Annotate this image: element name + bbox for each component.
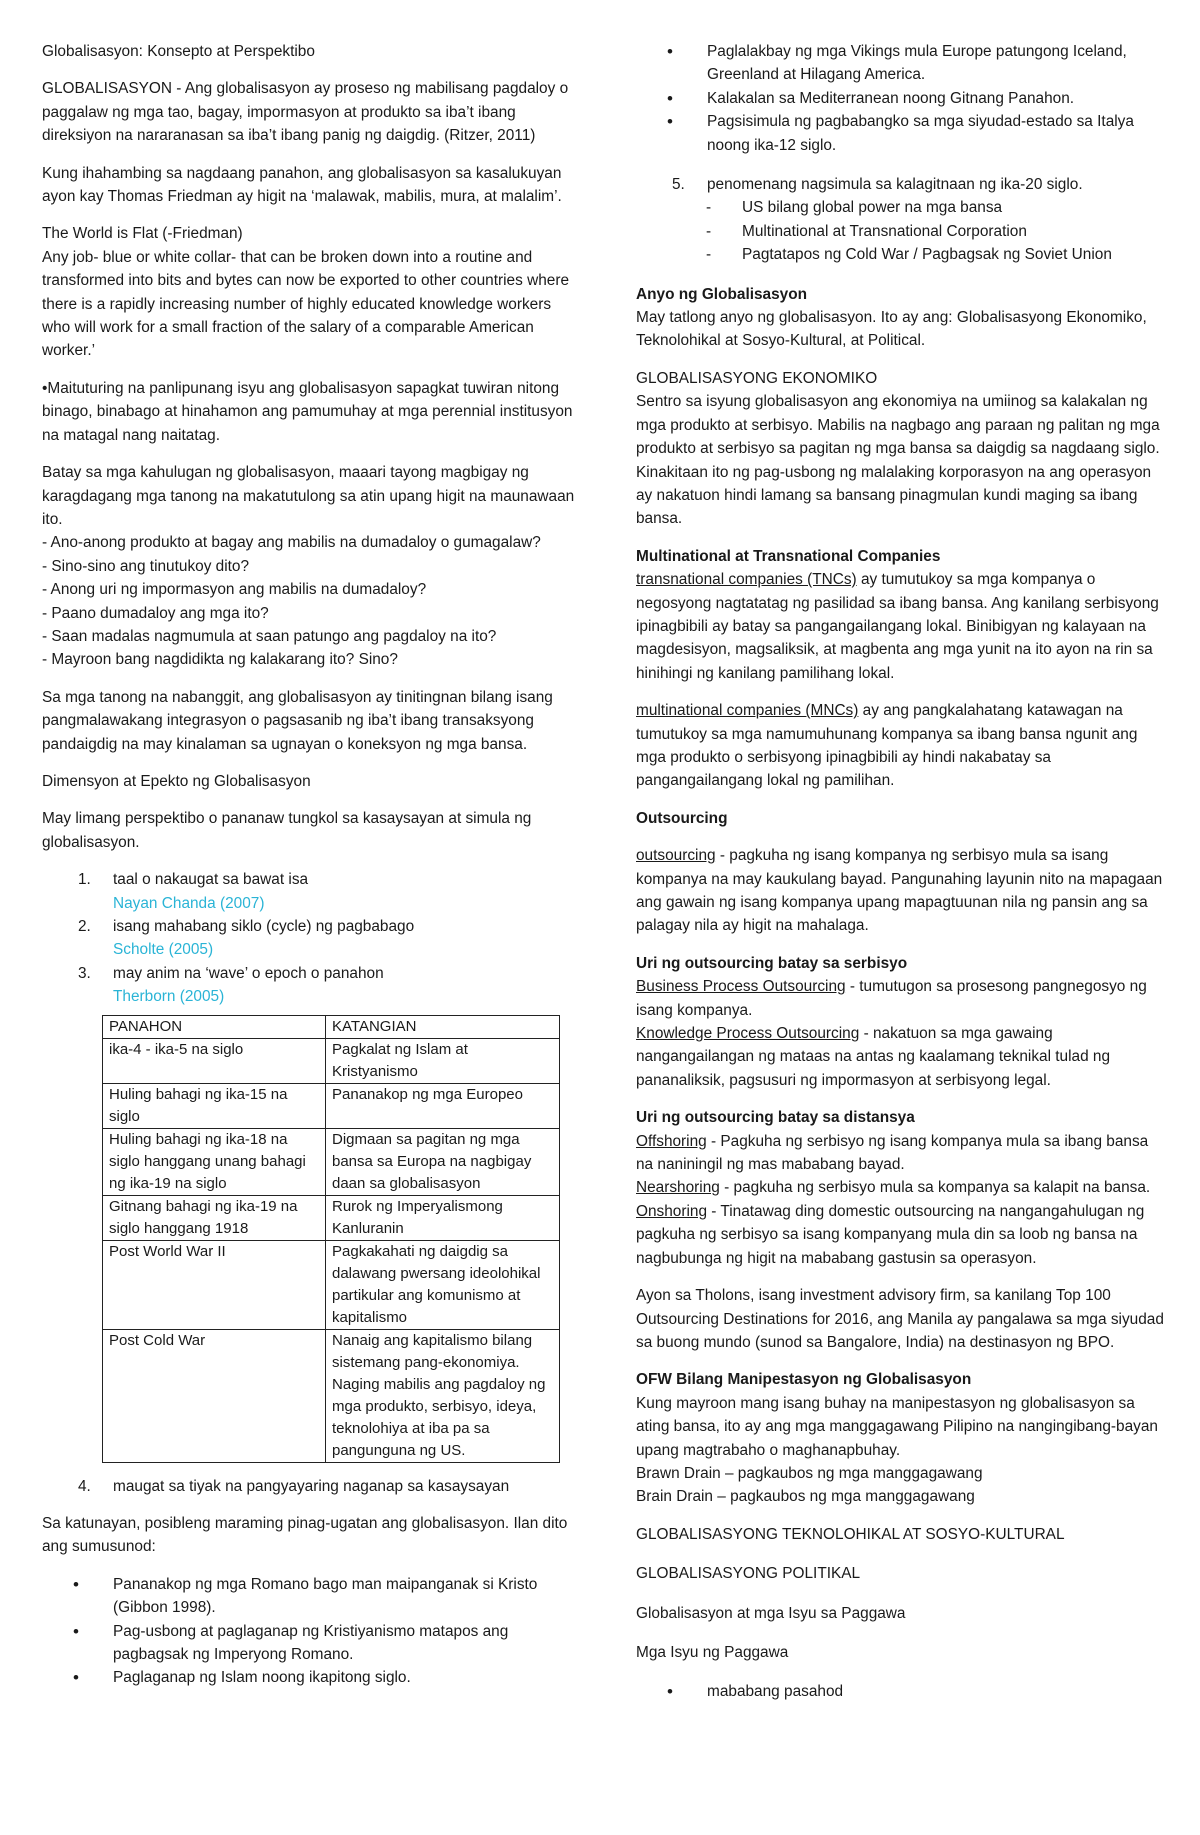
definition-text: - nakatuon sa mga gawaing nangangailangan ng mataas na antas ng kaalamang teknikal tulad ng pananaliksik, pagsusuri ng impormasyon at serbisyong legal.	[636, 1025, 1111, 1089]
item-number: 4.	[78, 1477, 91, 1495]
definition-text: - Pagkuha ng serbisyo ng isang kompanya mula sa ibang bansa na naniningil ng mas mababang bayad.	[636, 1132, 1149, 1174]
tholons-para: Ayon sa Tholons, isang investment advisory firm, sa kanilang Top 100 Outsourcing Destinations for 2016, ang Manila ay pangalawa sa mga siyudad sa buong mundo (sunod sa Bangalore, India) na destinasyon ng BPO.	[636, 1287, 1164, 1351]
list-item: - Multinational at Transnational Corporation	[636, 220, 1166, 243]
table-row	[103, 1195, 560, 1240]
list-item: • Paglaganap ng Islam noong ikapitong siglo.	[42, 1666, 582, 1689]
table-row	[103, 1240, 560, 1329]
ekonomiko-section	[636, 367, 1166, 531]
perspective-text: penomenang nagsimula sa kalagitnaan ng ika-20 siglo.	[707, 176, 1083, 194]
section-heading: Uri ng outsourcing batay sa serbisyo	[636, 954, 908, 972]
right-column	[636, 40, 1166, 1704]
table-cell: Pananakop ng mga Europeo	[326, 1083, 560, 1128]
table-cell: Nanaig ang kapitalismo bilang sistemang pang-ekonomiya. Naging mabilis ang pagdaloy ng mga produkto, serbisyo, ideya, teknolohiya at iba pa sa pangunguna ng US.	[326, 1329, 560, 1462]
table-row	[103, 1038, 560, 1083]
perspective-text: isang mahabang siklo (cycle) ng pagbabago	[113, 918, 415, 935]
era-table	[102, 1015, 560, 1463]
friedman-para: Kung ihahambing sa nagdaang panahon, ang globalisasyon sa kasalukuyan ayon kay Thomas Friedman ay higit na ‘malawak, mabilis, mura, at malalim’.	[42, 164, 562, 206]
definition-text: ay ang pangkalahatang katawagan na tumutukoy sa mga namumuhunang kompanya sa ibang bansa ngunit ang mga produkto o serbisyong ipinagbibili ay hindi nakabatay sa pangangailangang lokal ng pamilihan.	[636, 702, 1138, 790]
perspectives-list-cont	[42, 1475, 582, 1498]
outsourcing-def	[636, 844, 1166, 938]
question-item: - Mayroon bang nagdidikta ng kalakarang ito? Sino?	[42, 651, 398, 669]
issue-para: •Maituturing na panlipunang isyu ang globalisasyon sapagkat tuwiran nitong binago, binabago at hinahamon ang pamumuhay at mga perennial institusyon na matagal nang naitatag.	[42, 379, 573, 444]
table-header: PANAHON	[103, 1015, 326, 1038]
question-item: - Sino-sino ang tinutukoy dito?	[42, 557, 250, 575]
question-item: - Saan madalas nagmumula at saan patungo ang pagdaloy na ito?	[42, 627, 497, 645]
item-number: 2.	[78, 918, 91, 935]
flat-title: The World is Flat (-Friedman)	[42, 225, 243, 243]
item-number: 1.	[78, 871, 91, 889]
isyu-list	[636, 1680, 1166, 1703]
term: Onshoring	[636, 1202, 708, 1220]
perspectives-list-5	[636, 173, 1166, 196]
table-cell: Post Cold War	[103, 1329, 326, 1462]
definition-text: - pagkuha ng isang kompanya ng serbisyo mula sa isang kompanya na may kaukulang bayad. Pangunahing layunin nito na mapagaan ang gawain ng isang kompanya upang mapagtuunan nila ng pansin ang sa palagay nila ay higit na mahalaga.	[636, 847, 1163, 935]
flat-section	[42, 222, 582, 362]
ofw-text: Kung mayroon mang isang buhay na manipestasyon ng globalisasyon sa ating bansa, ito ay ang mga manggagawang Pilipino na nangingibang-bayan upang magtrabaho o maghanapbuhay.	[636, 1394, 1158, 1459]
definition-text: ay tumutukoy sa mga kompanya o negosyong nagtatatag ng pasilidad sa ibang bansa. Ang kanilang serbisyong ipinagbibili ay batay sa pangangailangang lokal. Binibigyan ng kalayaan na magdesisyon, magsaliksik, at magbenta ang mga yunit na ito ayon na rin sa hinihingi ng kanilang pamilihang lokal.	[636, 571, 1159, 682]
item-number: 3.	[78, 964, 91, 982]
question-item: - Ano-anong produkto at bagay ang mabilis na dumadaloy o gumagalaw?	[42, 534, 541, 552]
question-item: - Paano dumadaloy ang mga ito?	[42, 604, 269, 622]
tnc-section	[636, 545, 1166, 685]
anyo-text: May tatlong anyo ng globalisasyon. Ito ay ang: Globalisasyong Ekonomiko, Teknolohikal at Sosyo-Kultural, at Political.	[636, 309, 1147, 350]
doc-title: Globalisasyon: Konsepto at Perspektibo	[42, 43, 315, 60]
section-heading: GLOBALISASYONG POLITIKAL	[636, 1565, 861, 1583]
list-item: • Kalakalan sa Mediterranean noong Gitnang Panahon.	[636, 87, 1166, 110]
definition-text: - pagkuha ng serbisyo mula sa kompanya sa kalapit na bansa.	[719, 1179, 1151, 1197]
table-cell: Huling bahagi ng ika-18 na siglo hanggang unang bahagi ng ika-19 na siglo	[103, 1128, 326, 1195]
table-cell: Gitnang bahagi ng ika-19 na siglo hanggang 1918	[103, 1195, 326, 1240]
question-item: - Anong uri ng impormasyon ang mabilis na dumadaloy?	[42, 581, 427, 599]
term: Business Process Outsourcing	[636, 978, 846, 996]
table-cell: ika-4 - ika-5 na siglo	[103, 1038, 326, 1083]
term: outsourcing	[636, 847, 716, 865]
section-heading: Outsourcing	[636, 809, 728, 827]
list-item: • mababang pasahod	[636, 1680, 1166, 1703]
brain-drain: Brain Drain – pagkaubos ng mga manggagawang	[636, 1488, 975, 1506]
perspective-text: may anim na ‘wave’ o epoch o panahon	[113, 964, 384, 982]
definition-text: - tumutugon sa prosesong pangnegosyo ng isang kompanya.	[636, 978, 1147, 1019]
perspectives-list	[42, 868, 582, 1008]
list-item: • Paglalakbay ng mga Vikings mula Europe patungong Iceland, Greenland at Hilagang America.	[636, 40, 1166, 87]
perspective-item	[42, 1475, 582, 1498]
item-number: 5.	[672, 176, 685, 194]
serbisyo-section	[636, 952, 1166, 1092]
table-row	[103, 1329, 560, 1462]
term: multinational companies (MNCs)	[636, 702, 859, 720]
integration-para: Sa mga tanong na nabanggit, ang globalisasyon ay tinitingnan bilang isang pangmalawakang integrasyon o pagsasanib ng iba’t ibang transaksyong pandaigdig na may kinalaman sa ugnayan o koneksyon ng mga bansa.	[42, 688, 553, 753]
list-item: - US bilang global power na mga bansa	[636, 196, 1166, 219]
table-header-row	[103, 1015, 560, 1038]
distansya-section	[636, 1106, 1166, 1270]
dimensions-title: Dimensyon at Epekto ng Globalisasyon	[42, 772, 311, 790]
table-cell: Rurok ng Imperyalismong Kanluranin	[326, 1195, 560, 1240]
roots-list-cont	[636, 40, 1166, 157]
ofw-section	[636, 1368, 1166, 1508]
section-heading: Mga Isyu ng Paggawa	[636, 1643, 789, 1661]
table-cell: Post World War II	[103, 1240, 326, 1329]
section-heading: OFW Bilang Manipestasyon ng Globalisasyon	[636, 1371, 972, 1389]
section-heading: Uri ng outsourcing batay sa distansya	[636, 1109, 915, 1127]
table-cell: Huling bahagi ng ika-15 na siglo	[103, 1083, 326, 1128]
table-cell: Pagkalat ng Islam at Kristyanismo	[326, 1038, 560, 1083]
definition-text: - Tinatawag ding domestic outsourcing na nangangahulugan ng pagkuha ng serbisyo sa isang kompanyang mula din sa loob ng bansa na nagbubunga ng higit na mababang gastusin sa operasyon.	[636, 1202, 1145, 1267]
term: Nearshoring	[636, 1179, 720, 1197]
section-heading: Multinational at Transnational Companies	[636, 547, 941, 565]
questions-intro: Batay sa mga kahulugan ng globalisasyon, maaari tayong magbigay ng karagdagang mga tanong na makatutulong sa atin upang higit na maunawaan ito.	[42, 464, 575, 528]
table-cell: Digmaan sa pagitan ng mga bansa sa Europa na nagbigay daan sa globalisasyon	[326, 1128, 560, 1195]
mnc-section	[636, 699, 1166, 793]
perspective-item	[42, 915, 582, 962]
section-heading: Anyo ng Globalisasyon	[636, 285, 808, 303]
list-item: • Pag-usbong at paglaganap ng Kristiyanismo matapos ang pagbagsak ng Imperyong Romano.	[42, 1620, 582, 1667]
anyo-section	[636, 283, 1166, 353]
term: Knowledge Process Outsourcing	[636, 1025, 860, 1043]
perspective-item	[42, 868, 582, 915]
table-cell: Pagkakahati ng daigdig sa dalawang pwersang ideolohikal partikular ang komunismo at kapitalismo	[326, 1240, 560, 1329]
p5-points	[636, 196, 1166, 266]
roots-intro: Sa katunayan, posibleng maraming pinag-ugatan ang globalisasyon. Ilan dito ang sumusunod:	[42, 1515, 568, 1556]
questions-section	[42, 461, 582, 672]
perspective-citation: Nayan Chanda (2007)	[113, 894, 265, 912]
table-row	[103, 1128, 560, 1195]
list-item: • Pananakop ng mga Romano bago man maipanganak si Kristo (Gibbon 1998).	[42, 1573, 582, 1620]
left-column	[42, 40, 582, 1690]
perspective-item	[636, 173, 1166, 196]
perspective-citation: Therborn (2005)	[113, 988, 225, 1006]
definition-para: GLOBALISASYON - Ang globalisasyon ay proseso ng mabilisang pagdaloy o paggalaw ng mga tao, bagay, impormasyon at produkto sa iba’t ibang direksiyon na nararanasan sa iba’t ibang panig ng daigdig. (Ritzer, 2011)	[42, 80, 569, 145]
term: transnational companies (TNCs)	[636, 571, 857, 589]
term: Offshoring	[636, 1132, 707, 1150]
section-heading: GLOBALISASYONG TEKNOLOHIKAL AT SOSYO-KULTURAL	[636, 1525, 1065, 1543]
brawn-drain: Brawn Drain – pagkaubos ng mga manggagawang	[636, 1464, 983, 1482]
perspective-text: taal o nakaugat sa bawat isa	[113, 871, 309, 889]
section-heading: GLOBALISASYONG EKONOMIKO	[636, 369, 878, 387]
list-item: • Pagsisimula ng pagbabangko sa mga siyudad-estado sa Italya noong ika-12 siglo.	[636, 110, 1166, 157]
perspective-citation: Scholte (2005)	[113, 941, 214, 959]
flat-quote: Any job- blue or white collar- that can be broken down into a routine and transformed into bits and bytes can now be exported to other countries where there is a rapidly increasing number of highly educated knowledge workers who will work for a small fraction of the salary of a comparable American worker.’	[42, 248, 570, 360]
perspective-text: maugat sa tiyak na pangyayaring naganap sa kasaysayan	[113, 1477, 510, 1495]
ekonomiko-text: Sentro sa isyung globalisasyon ang ekonomiya na umiinog sa kalakalan ng mga produkto at serbisyo. Mabilis na nagbago ang paraan ng palitan ng mga produkto at serbisyo sa pagitan ng mga bansa sa daigdig sa nagdaang siglo. Kinakitaan ito ng pag-usbong ng malalaking korporasyon na ang operasyon ay nakatuon hindi lamang sa bansang pinagmulan kundi maging sa ibang bansa.	[636, 393, 1160, 528]
table-row	[103, 1083, 560, 1128]
perspectives-intro: May limang perspektibo o pananaw tungkol sa kasaysayan at simula ng globalisasyon.	[42, 810, 532, 851]
perspective-item	[42, 962, 582, 1009]
table-header: KATANGIAN	[326, 1015, 560, 1038]
list-item: - Pagtatapos ng Cold War / Pagbagsak ng Soviet Union	[636, 243, 1166, 266]
section-heading: Globalisasyon at mga Isyu sa Paggawa	[636, 1604, 906, 1622]
roots-list	[42, 1573, 582, 1690]
